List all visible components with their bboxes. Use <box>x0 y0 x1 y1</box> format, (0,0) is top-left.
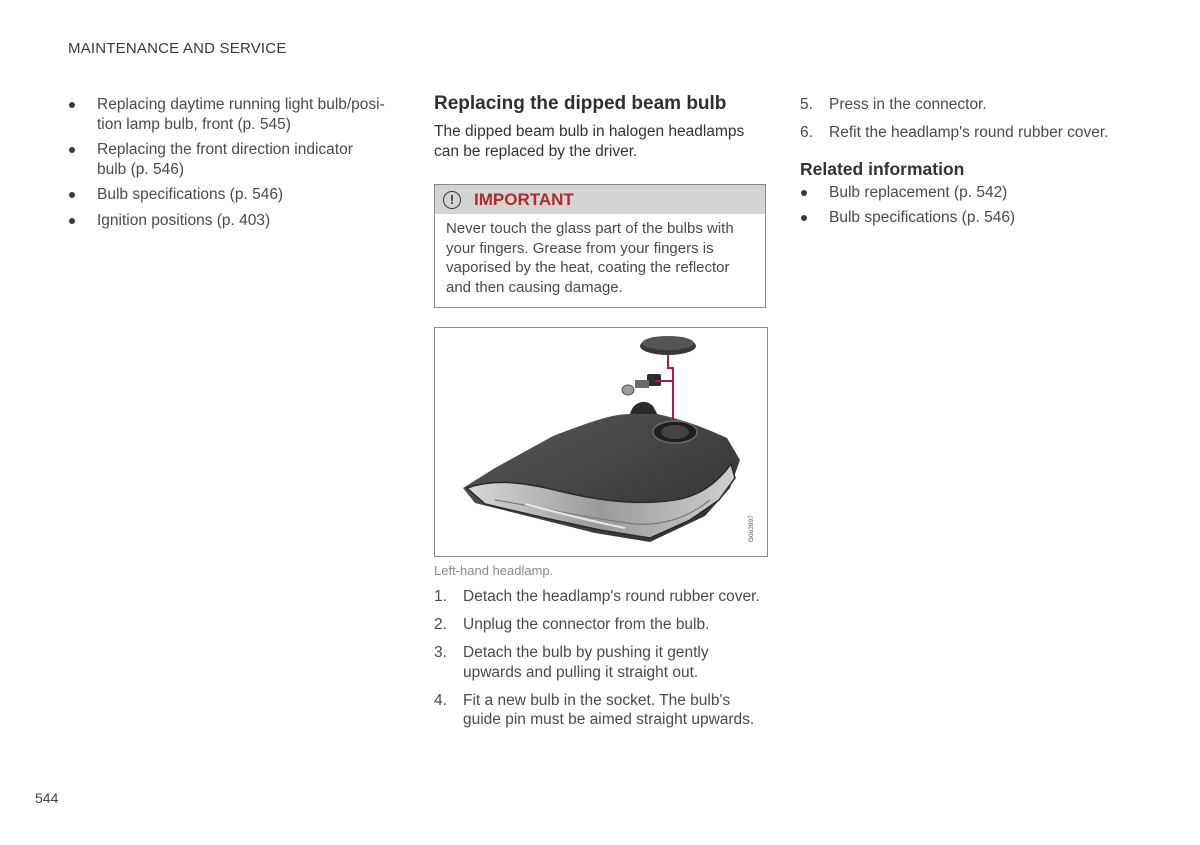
left-column <box>68 95 386 236</box>
important-notice <box>434 184 766 308</box>
important-text: Never touch the glass part of the bulbs with your fingers. Grease from your fingers is vaporised by the heat, coating the reflector and then causing damage. <box>446 220 734 296</box>
figure-code: G063997 <box>748 515 755 542</box>
step-item: 3. Detach the bulb by pushing it gently upwards and pulling it straight out. <box>434 644 709 681</box>
bullet-icon <box>801 215 807 221</box>
link-item[interactable]: Bulb specifications (p. 546) <box>800 208 1130 228</box>
step-item: 5. Press in the connector. <box>800 96 987 113</box>
bullet-icon <box>69 102 75 108</box>
exclamation-circle-icon: ! <box>443 191 461 209</box>
bullet-icon <box>69 192 75 198</box>
link-item[interactable]: Bulb replacement (p. 542) <box>800 183 1130 203</box>
step-item: 4. Fit a new bulb in the socket. The bulb's guide pin must be aimed straight upwards. <box>434 691 755 728</box>
step-item: 1. Detach the headlamp's round rubber cover. <box>434 588 760 605</box>
related-links-list <box>68 95 386 230</box>
page-number: 544 <box>35 790 59 806</box>
related-links-list <box>800 183 1130 228</box>
page-heading: Replacing the dipped beam bulb <box>434 93 727 114</box>
headlamp-drawing <box>435 328 767 556</box>
step-item: 6. Refit the headlamp's round rubber cover. <box>800 124 1109 141</box>
intro-text: The dipped beam bulb in halogen headlamps can be replaced by the driver. <box>434 123 745 160</box>
bulb <box>622 374 661 395</box>
headlamp-illustration <box>434 327 768 557</box>
figure-caption: Left-hand headlamp. <box>434 563 554 578</box>
main-column <box>434 93 768 738</box>
link-item[interactable]: Bulb specifications (p. 546) <box>68 185 386 205</box>
link-item[interactable]: Replacing daytime running light bulb/posi-tion lamp bulb, front (p. 545) <box>68 95 386 134</box>
steps-list-continued <box>800 95 1130 143</box>
steps-list <box>434 587 768 730</box>
step-item: 2. Unplug the connector from the bulb. <box>434 616 710 633</box>
bullet-icon <box>69 147 75 153</box>
link-item[interactable]: Replacing the front direction indicator bulb (p. 546) <box>68 140 386 179</box>
important-title: IMPORTANT <box>474 189 574 209</box>
right-column <box>800 95 1130 234</box>
bullet-icon <box>801 190 807 196</box>
bullet-icon <box>69 218 75 224</box>
important-header <box>435 185 765 214</box>
related-heading: Related information <box>800 158 965 179</box>
link-item[interactable]: Ignition positions (p. 403) <box>68 211 386 231</box>
section-header: MAINTENANCE AND SERVICE <box>68 40 287 57</box>
